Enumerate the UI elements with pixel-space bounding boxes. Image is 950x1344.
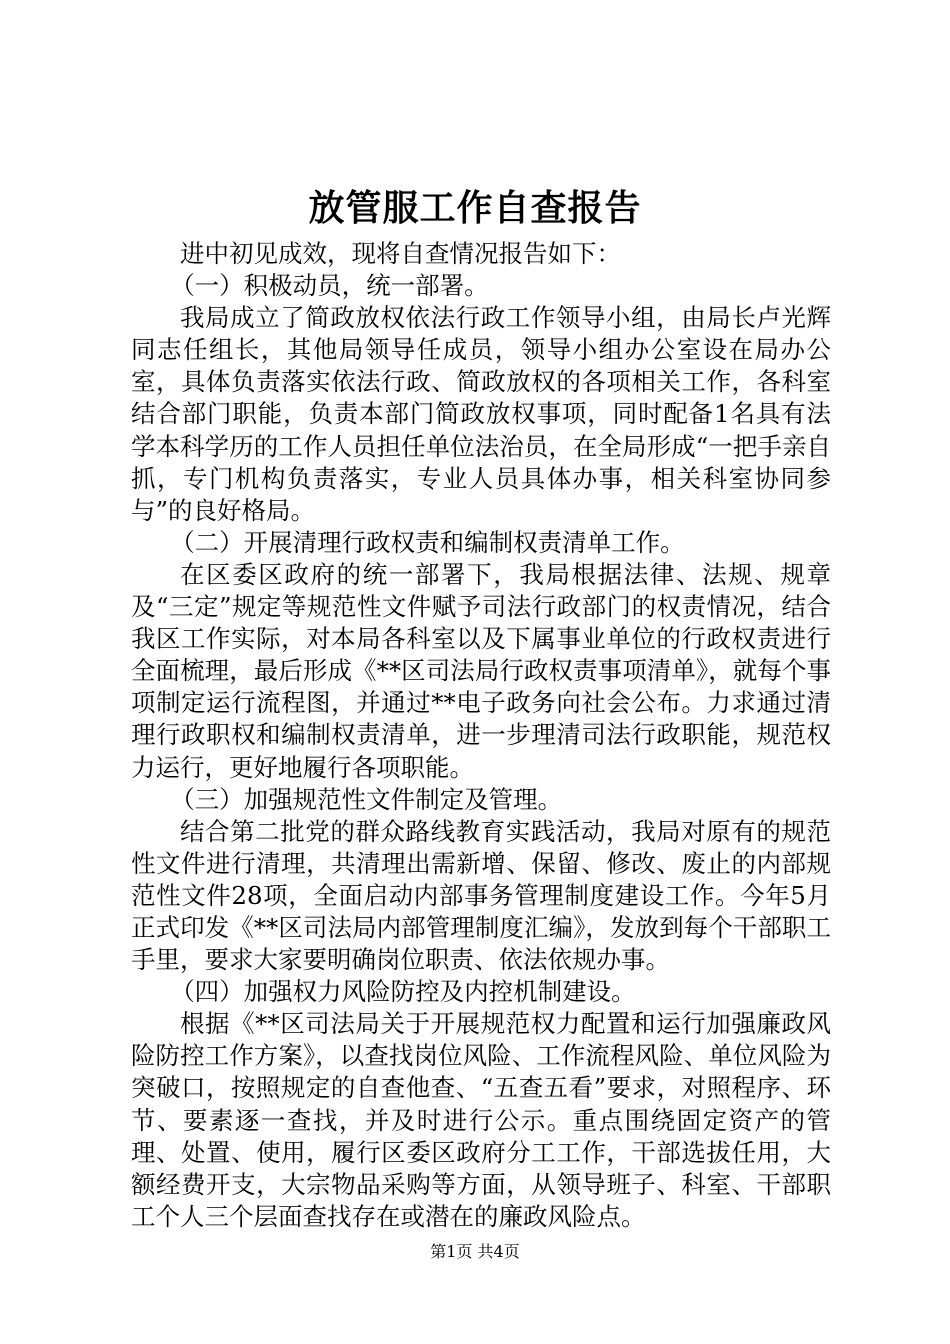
page-footer: 第1页 共4页 bbox=[430, 1242, 520, 1261]
section-heading-2: （二）开展清理行政权责和编制权责清单工作。 bbox=[170, 527, 685, 557]
document-title: 放管服工作自查报告 bbox=[308, 187, 642, 229]
section-paragraph-2: 在区委区政府的统一部署下，我局根据法律、法规、规章及“三定”规定等规范性文件赋予司法行政部门的权责情况，结合我区工作实际，对本局各科室以及下属事业单位的行政权责进行全面梳理，最后形成《**区司法局行政权责事项清单》，就每个事项制定运行流程图，并通过**电子政务向社会公布。力求通过清理行政职权和编制权责清单，进一步理清司法行政职能，规范权力运行，更好地履行各项职能。 bbox=[131, 559, 831, 782]
document-body bbox=[131, 238, 831, 1233]
section-paragraph-4: 根据《**区司法局关于开展规范权力配置和运行加强廉政风险防控工作方案》，以查找岗位风险、工作流程风险、单位风险为突破口，按照规定的自查他查、“五查五看”要求，对照程序、环节、要素逐一查找，并及时进行公示。重点围绕固定资产的管理、处置、使用，履行区委区政府分工工作，干部选拔任用，大额经费开支，大宗物品采购等方面，从领导班子、科室、干部职工个人三个层面查找存在或潜在的廉政风险点。 bbox=[131, 1009, 831, 1231]
section-heading-4: （四）加强权力风险防控及内控机制建设。 bbox=[170, 977, 636, 1007]
section-paragraph-3: 结合第二批党的群众路线教育实践活动，我局对原有的规范性文件进行清理，共清理出需新增、保留、修改、废止的内部规范性文件28项，全面启动内部事务管理制度建设工作。今年5月正式印发《**区司法局内部管理制度汇编》，发放到每个干部职工手里，要求大家要明确岗位职责、依法依规办事。 bbox=[131, 816, 831, 975]
section-heading-3: （三）加强规范性文件制定及管理。 bbox=[170, 784, 563, 814]
section-heading-1: （一）积极动员，统一部署。 bbox=[170, 271, 489, 301]
intro-paragraph: 进中初见成效，现将自查情况报告如下： bbox=[180, 239, 621, 268]
section-paragraph-1: 我局成立了简政放权依法行政工作领导小组，由局长卢光辉同志任组长，其他局领导任成员，领导小组办公室设在局办公室，具体负责落实依法行政、简政放权的各项相关工作，各科室结合部门职能，负责本部门简政放权事项，同时配备1名具有法学本科学历的工作人员担任单位法治员，在全局形成“一把手亲自抓，专门机构负责落实，专业人员具体办事，相关科室协同参与”的良好格局。 bbox=[131, 303, 831, 525]
